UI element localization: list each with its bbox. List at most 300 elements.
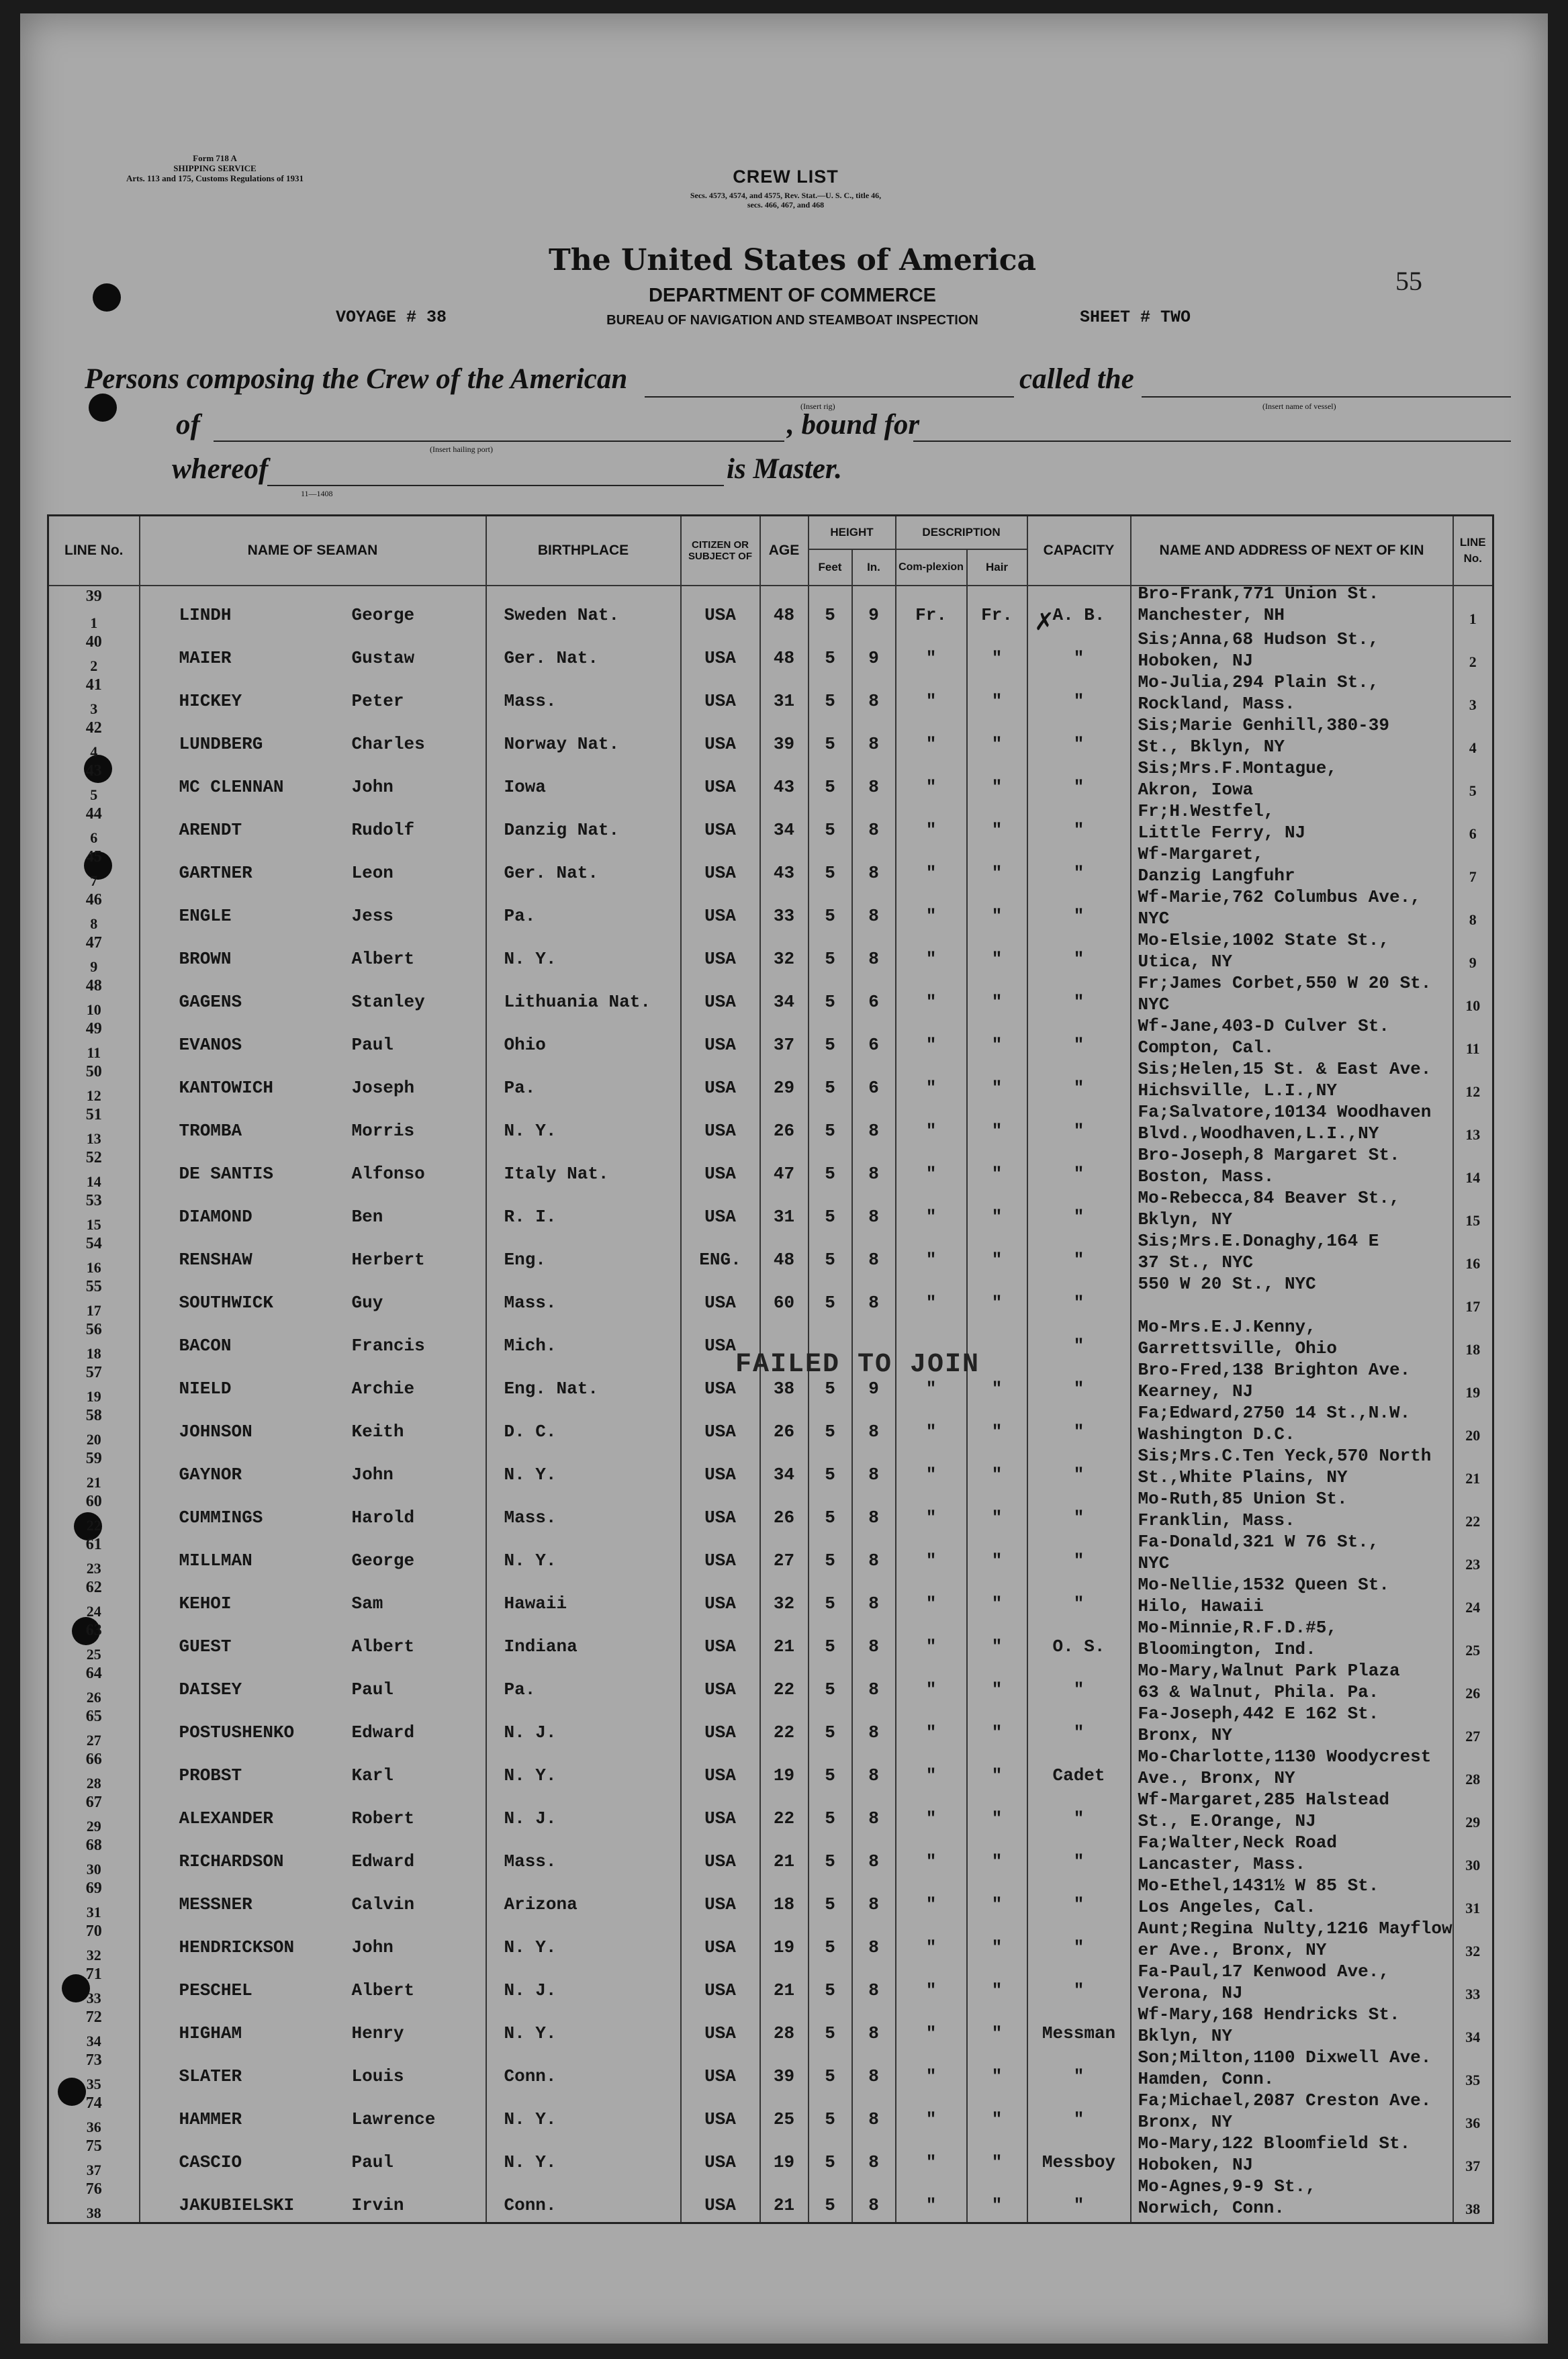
age: 33 <box>773 905 795 926</box>
table-cell <box>760 2050 809 2093</box>
next-of-kin-name: Wf-Mary,168 Hendricks St. <box>1138 2004 1400 2025</box>
table-cell <box>967 847 1027 890</box>
seaman-surname: MAIER <box>179 647 232 668</box>
age: 28 <box>773 2023 795 2043</box>
next-of-kin-name: Fa;Edward,2750 14 St.,N.W. <box>1138 1402 1411 1423</box>
next-of-kin-address: 37 St., NYC <box>1138 1252 1254 1273</box>
table-cell <box>809 1921 852 1964</box>
height-inches: 8 <box>868 2194 879 2215</box>
hair: " <box>991 1980 1003 2000</box>
table-cell <box>48 2007 140 2050</box>
seaman-given-name: Archie <box>351 1378 415 1399</box>
seaman-given-name: Albert <box>351 1980 415 2000</box>
table-cell <box>140 1234 486 1277</box>
table-cell <box>48 2136 140 2179</box>
line-number-sheet: 26 <box>86 1688 101 1706</box>
table-cell <box>967 1148 1027 1191</box>
height-inches: 6 <box>868 1077 879 1098</box>
hair: " <box>991 2194 1003 2215</box>
table-cell <box>896 586 967 632</box>
seaman-given-name: Peter <box>351 690 404 711</box>
table-cell <box>896 1491 967 1534</box>
line-number-overall: 59 <box>85 1449 102 1467</box>
line-number-right: 8 <box>1469 911 1477 928</box>
table-cell <box>681 1878 760 1921</box>
table-cell <box>809 976 852 1019</box>
table-cell <box>681 1835 760 1878</box>
line-number-overall: 46 <box>85 890 102 909</box>
line-number-sheet: 9 <box>90 958 98 975</box>
table-cell <box>140 933 486 976</box>
table-cell <box>48 1105 140 1148</box>
height-inches: 8 <box>868 1550 879 1571</box>
table-cell <box>681 1062 760 1105</box>
table-cell <box>48 1191 140 1234</box>
line-number-sheet: 20 <box>86 1430 101 1448</box>
table-cell <box>896 2093 967 2136</box>
next-of-kin-address: Bronx, NY <box>1138 2111 1232 2132</box>
table-cell <box>1027 1792 1131 1835</box>
birthplace: Ger. Nat. <box>504 647 598 668</box>
col-inches: In. <box>852 549 896 586</box>
capacity: " <box>1073 2194 1085 2215</box>
table-row <box>48 1105 1493 1148</box>
table-cell <box>140 1448 486 1491</box>
table-cell <box>48 1792 140 1835</box>
table-cell <box>486 1405 681 1448</box>
seaman-surname: GARTNER <box>179 862 252 883</box>
height-inches: 6 <box>868 1034 879 1055</box>
table-cell <box>681 586 760 632</box>
capacity: Messman <box>1042 2023 1116 2043</box>
table-cell <box>809 675 852 718</box>
capacity: " <box>1073 2109 1085 2129</box>
table-cell <box>1027 1878 1131 1921</box>
citizenship: USA <box>704 2066 736 2086</box>
table-cell <box>896 1792 967 1835</box>
height-inches: 8 <box>868 1464 879 1485</box>
complexion: " <box>925 2066 937 2086</box>
table-cell <box>809 1105 852 1148</box>
table-cell <box>1453 1663 1493 1706</box>
table-cell <box>1453 718 1493 761</box>
line-number-right: 5 <box>1469 782 1477 799</box>
height-feet: 5 <box>825 1206 835 1227</box>
complexion: " <box>925 1550 937 1571</box>
table-cell <box>896 1105 967 1148</box>
table-cell <box>140 2050 486 2093</box>
table-cell <box>1027 1491 1131 1534</box>
line-number-right: 33 <box>1465 1985 1481 2002</box>
table-cell <box>681 804 760 847</box>
table-cell <box>486 586 681 632</box>
table-cell <box>896 1534 967 1577</box>
next-of-kin-address: Bronx, NY <box>1138 1724 1232 1745</box>
table-cell <box>760 2179 809 2223</box>
capacity: " <box>1073 1464 1085 1485</box>
seaman-surname: DIAMOND <box>179 1206 252 1227</box>
complexion: " <box>925 1034 937 1055</box>
table-cell <box>1131 1359 1453 1405</box>
table-cell <box>486 976 681 1019</box>
age: 22 <box>773 1679 795 1700</box>
table-cell <box>681 761 760 804</box>
table-cell <box>48 1749 140 1792</box>
table-cell <box>967 2007 1027 2050</box>
col-feet: Feet <box>809 549 852 586</box>
table-cell <box>1027 2007 1131 2050</box>
seaman-given-name: Paul <box>351 2152 394 2172</box>
hair: " <box>991 2152 1003 2172</box>
hair: " <box>991 819 1003 840</box>
line-number-overall: 57 <box>85 1363 102 1381</box>
age: 29 <box>773 1077 795 1098</box>
height-inches: 8 <box>868 1894 879 1914</box>
sheet-number: SHEET # TWO <box>1080 308 1191 327</box>
seaman-surname: POSTUSHENKO <box>179 1722 295 1743</box>
table-cell <box>1027 1749 1131 1792</box>
height-inches: 8 <box>868 2152 879 2172</box>
table-cell <box>809 2007 852 2050</box>
table-row <box>48 1921 1493 1964</box>
table-row <box>48 1792 1493 1835</box>
table-cell <box>486 1019 681 1062</box>
line-number-overall: 45 <box>85 847 102 866</box>
complexion: " <box>925 1679 937 1700</box>
table-cell <box>809 632 852 675</box>
seaman-given-name: John <box>351 1937 394 1957</box>
line-number-sheet: 28 <box>86 1774 101 1792</box>
next-of-kin-name: Fa;Walter,Neck Road <box>1138 1832 1337 1853</box>
table-cell <box>1027 1448 1131 1491</box>
table-cell <box>760 1620 809 1663</box>
table-cell <box>48 1362 140 1405</box>
line-number-sheet: 35 <box>86 2075 101 2092</box>
hair: " <box>991 948 1003 969</box>
master-name-blank <box>267 485 724 486</box>
height-inches: 8 <box>868 2109 879 2129</box>
seaman-surname: DAISEY <box>179 1679 242 1700</box>
citizenship: USA <box>704 1636 736 1657</box>
table-cell <box>852 1792 896 1835</box>
table-cell <box>1027 1191 1131 1234</box>
vessel-hint: (Insert name of vessel) <box>1262 402 1336 411</box>
table-cell <box>896 632 967 675</box>
next-of-kin-name: Mo-Ruth,85 Union St. <box>1138 1488 1348 1509</box>
table-cell <box>809 1577 852 1620</box>
next-of-kin-address: Norwich, Conn. <box>1138 2197 1285 2218</box>
table-row <box>48 2136 1493 2179</box>
table-cell <box>681 1105 760 1148</box>
table-cell <box>896 804 967 847</box>
hair: " <box>991 2023 1003 2043</box>
line-number-sheet: 23 <box>86 1559 101 1577</box>
table-cell <box>1027 1320 1131 1362</box>
seaman-surname: HICKEY <box>179 690 242 711</box>
line-number-right: 19 <box>1465 1383 1481 1401</box>
table-cell <box>486 2179 681 2223</box>
table-cell <box>1027 1277 1131 1320</box>
line-number-overall: 56 <box>85 1320 102 1338</box>
complexion: " <box>925 862 937 883</box>
table-cell <box>140 1921 486 1964</box>
seaman-surname: LUNDBERG <box>179 733 263 754</box>
table-cell <box>1131 2176 1453 2223</box>
hair: " <box>991 1937 1003 1957</box>
height-inches: 8 <box>868 776 879 797</box>
birthplace: Mass. <box>504 1292 557 1313</box>
table-cell <box>852 1277 896 1320</box>
next-of-kin-address: Danzig Langfuhr <box>1138 865 1295 886</box>
table-cell <box>1453 1835 1493 1878</box>
table-cell <box>1453 1234 1493 1277</box>
table-cell <box>760 632 809 675</box>
table-cell <box>852 761 896 804</box>
table-cell <box>140 1148 486 1191</box>
table-cell <box>896 2050 967 2093</box>
table-cell <box>681 1448 760 1491</box>
citizenship: USA <box>704 2023 736 2043</box>
table-cell <box>852 1105 896 1148</box>
seaman-given-name: Stanley <box>351 991 425 1012</box>
hair: " <box>991 1851 1003 1871</box>
line-number-right: 10 <box>1465 997 1481 1014</box>
next-of-kin-address: Utica, NY <box>1138 951 1232 972</box>
line-number-overall: 71 <box>85 1965 102 1983</box>
citizenship: USA <box>704 1421 736 1442</box>
table-cell <box>760 2093 809 2136</box>
seaman-given-name: Harold <box>351 1507 415 1528</box>
table-cell <box>48 1320 140 1362</box>
table-cell <box>1131 1703 1453 1749</box>
height-inches: 8 <box>868 1163 879 1184</box>
table-cell <box>852 1964 896 2007</box>
seaman-surname: HENDRICKSON <box>179 1937 295 1957</box>
age: 60 <box>773 1292 795 1313</box>
citizenship: USA <box>704 1851 736 1871</box>
form-line-called: called the <box>1019 363 1134 395</box>
table-cell <box>967 1277 1027 1320</box>
table-cell <box>852 586 896 632</box>
table-cell <box>852 1534 896 1577</box>
next-of-kin-name: Mo-Mrs.E.J.Kenny, <box>1138 1316 1316 1337</box>
table-cell <box>809 1964 852 2007</box>
table-cell <box>48 586 140 632</box>
complexion: " <box>925 1765 937 1786</box>
next-of-kin-address: NYC <box>1138 1553 1170 1573</box>
table-cell <box>760 1448 809 1491</box>
table-cell <box>760 761 809 804</box>
table-cell <box>760 1706 809 1749</box>
hair: " <box>991 1550 1003 1571</box>
table-row <box>48 1706 1493 1749</box>
table-cell <box>1027 1964 1131 2007</box>
hair: " <box>991 1249 1003 1270</box>
line-number-right: 28 <box>1465 1770 1481 1788</box>
table-cell <box>809 761 852 804</box>
line-number-overall: 61 <box>85 1535 102 1553</box>
capacity: " <box>1073 905 1085 926</box>
table-cell <box>140 976 486 1019</box>
table-row <box>48 1577 1493 1620</box>
seaman-given-name: Albert <box>351 1636 415 1657</box>
age: 34 <box>773 1464 795 1485</box>
birthplace: Ohio <box>504 1034 546 1055</box>
citizenship: USA <box>704 1163 736 1184</box>
table-cell <box>681 1534 760 1577</box>
table-cell <box>48 675 140 718</box>
table-cell <box>48 1448 140 1491</box>
birthplace: Norway Nat. <box>504 733 620 754</box>
next-of-kin-name: Sis;Anna,68 Hudson St., <box>1138 629 1379 649</box>
height-inches: 8 <box>868 1937 879 1957</box>
table-cell <box>1453 1749 1493 1792</box>
complexion: " <box>925 1249 937 1270</box>
seaman-given-name: Edward <box>351 1722 415 1743</box>
table-row <box>48 1964 1493 2007</box>
complexion: Fr. <box>915 604 947 625</box>
line-number-sheet: 22 <box>86 1516 101 1534</box>
page-number: 55 <box>1395 266 1422 296</box>
table-cell <box>809 1062 852 1105</box>
height-inches: 8 <box>868 1292 879 1313</box>
seaman-surname: MILLMAN <box>179 1550 252 1571</box>
age: 26 <box>773 1421 795 1442</box>
complexion: " <box>925 1722 937 1743</box>
capacity: " <box>1073 1550 1085 1571</box>
table-cell <box>681 1577 760 1620</box>
table-cell <box>760 1491 809 1534</box>
statute-reference <box>604 191 967 210</box>
table-cell <box>486 890 681 933</box>
table-row <box>48 1878 1493 1921</box>
age: 22 <box>773 1808 795 1829</box>
height-feet: 5 <box>825 1722 835 1743</box>
line-number-right: 35 <box>1465 2071 1481 2088</box>
vessel-name-blank <box>1142 396 1511 398</box>
birthplace: N. J. <box>504 1808 557 1829</box>
age: 37 <box>773 1034 795 1055</box>
table-cell <box>809 2093 852 2136</box>
line-number-overall: 44 <box>85 804 102 823</box>
table-cell <box>1131 1488 1453 1534</box>
complexion: " <box>925 1378 937 1399</box>
table-cell <box>1131 800 1453 847</box>
age: 31 <box>773 690 795 711</box>
seaman-given-name: Guy <box>351 1292 383 1313</box>
capacity: " <box>1073 1808 1085 1829</box>
table-cell <box>1027 976 1131 1019</box>
table-cell <box>967 1620 1027 1663</box>
table-cell <box>1131 1832 1453 1878</box>
table-cell <box>681 890 760 933</box>
seaman-given-name: John <box>351 1464 394 1485</box>
table-cell <box>967 933 1027 976</box>
capacity: Messboy <box>1042 2152 1116 2172</box>
table-cell <box>852 2007 896 2050</box>
seaman-surname: ALEXANDER <box>179 1808 273 1829</box>
seaman-given-name: Ben <box>351 1206 383 1227</box>
table-cell <box>760 1105 809 1148</box>
table-cell <box>681 1792 760 1835</box>
table-cell <box>760 1019 809 1062</box>
table-cell <box>1453 1792 1493 1835</box>
table-cell <box>809 718 852 761</box>
table-cell <box>486 804 681 847</box>
seaman-surname: PROBST <box>179 1765 242 1786</box>
table-cell <box>1131 1144 1453 1191</box>
seaman-surname: HAMMER <box>179 2109 242 2129</box>
seaman-given-name: Herbert <box>351 1249 425 1270</box>
next-of-kin-address: St.,White Plains, NY <box>1138 1467 1348 1487</box>
table-cell <box>760 890 809 933</box>
birthplace: Ger. Nat. <box>504 862 598 883</box>
table-cell <box>1453 933 1493 976</box>
table-cell <box>809 1620 852 1663</box>
table-cell <box>1131 2090 1453 2136</box>
citizenship: USA <box>704 1206 736 1227</box>
form-line-master: is Master. <box>727 453 843 485</box>
complexion: " <box>925 1206 937 1227</box>
line-number-sheet: 37 <box>86 2161 101 2178</box>
table-cell <box>1453 2136 1493 2179</box>
capacity: " <box>1073 1077 1085 1098</box>
line-number-sheet: 2 <box>90 657 98 674</box>
table-cell <box>760 1577 809 1620</box>
col-next-of-kin: NAME AND ADDRESS OF NEXT OF KIN <box>1131 516 1453 586</box>
citizenship: USA <box>704 862 736 883</box>
line-number-sheet: 8 <box>90 915 98 932</box>
table-row <box>48 1620 1493 1663</box>
height-inches: 8 <box>868 1808 879 1829</box>
birthplace: Mass. <box>504 1851 557 1871</box>
table-cell <box>140 1878 486 1921</box>
line-number-overall: 68 <box>85 1836 102 1854</box>
citizenship: USA <box>704 1550 736 1571</box>
age: 25 <box>773 2109 795 2129</box>
col-height: HEIGHT <box>809 516 896 549</box>
table-cell <box>48 1534 140 1577</box>
table-cell <box>48 2050 140 2093</box>
citizenship: USA <box>704 1464 736 1485</box>
line-number-overall: 73 <box>85 2051 102 2069</box>
birthplace: Pa. <box>504 1679 536 1700</box>
table-cell <box>1131 583 1453 632</box>
line-number-overall: 47 <box>85 933 102 952</box>
table-cell <box>486 1792 681 1835</box>
table-cell <box>967 890 1027 933</box>
table-cell <box>486 1277 681 1320</box>
height-inches: 8 <box>868 1507 879 1528</box>
hair: " <box>991 1894 1003 1914</box>
table-cell <box>1027 1663 1131 1706</box>
seaman-given-name: Robert <box>351 1808 415 1829</box>
table-cell <box>1453 1620 1493 1663</box>
height-feet: 5 <box>825 905 835 926</box>
table-cell <box>852 2179 896 2223</box>
table-cell <box>681 1663 760 1706</box>
citizenship: USA <box>704 1335 736 1356</box>
table-cell <box>760 1964 809 2007</box>
complexion: " <box>925 1507 937 1528</box>
table-cell <box>486 1620 681 1663</box>
seaman-surname: GUEST <box>179 1636 232 1657</box>
next-of-kin-address: Little Ferry, NJ <box>1138 822 1306 843</box>
table-cell <box>1131 629 1453 675</box>
table-cell <box>809 1534 852 1577</box>
height-inches: 8 <box>868 2023 879 2043</box>
table-cell <box>896 1706 967 1749</box>
